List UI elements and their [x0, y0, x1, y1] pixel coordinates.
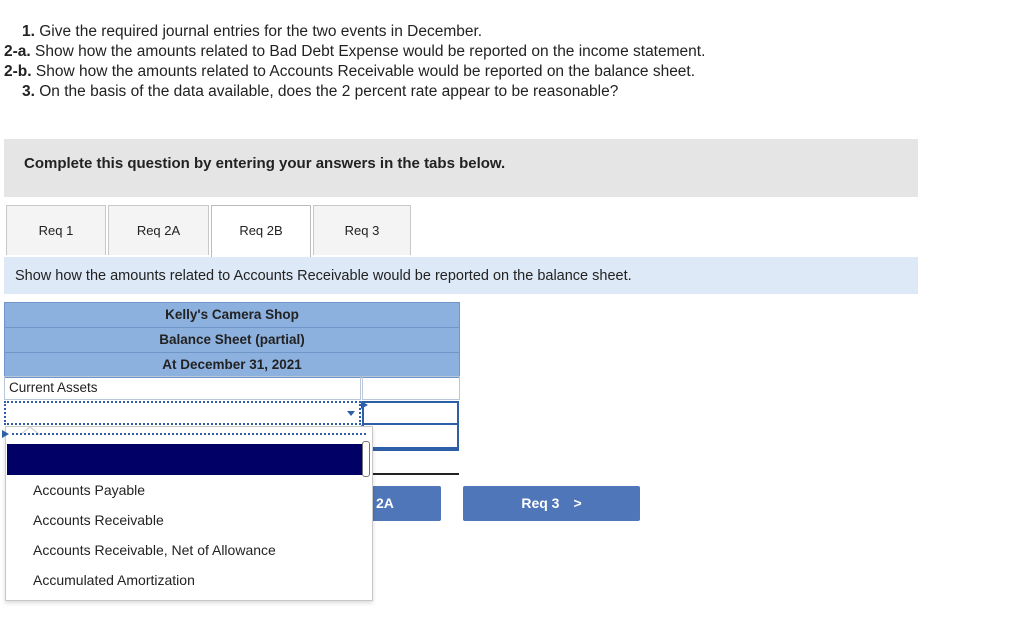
dropdown-option[interactable]: Accounts Receivable, Net of Allowance — [33, 542, 276, 558]
section-row — [4, 376, 460, 400]
balance-sheet — [4, 302, 460, 378]
question-1: 1. Give the required journal entries for the two events in December. — [22, 23, 483, 40]
dropdown-option-highlighted[interactable] — [7, 444, 363, 475]
tab-req-1[interactable]: Req 1 — [6, 205, 106, 255]
amount-input-2[interactable] — [362, 425, 459, 449]
question-list — [0, 22, 1000, 102]
chevron-down-icon[interactable] — [344, 403, 358, 423]
question-2a: 2-a. Show how the amounts related to Bad Debt Expense would be reported on the income statement. — [4, 43, 706, 60]
section-label: Current Assets — [4, 376, 361, 400]
statement-date: At December 31, 2021 — [4, 352, 460, 378]
statement-title: Balance Sheet (partial) — [4, 327, 460, 352]
dropdown-option[interactable]: Accounts Payable — [33, 482, 146, 498]
dropdown-dotted-rule — [12, 433, 366, 435]
amount-total[interactable] — [372, 449, 459, 475]
section-value-cell — [362, 376, 460, 400]
question-3: 3. On the basis of the data available, does the 2 percent rate appear to be reasonable? — [22, 83, 619, 100]
account-select[interactable] — [4, 401, 361, 425]
question-2b: 2-b. Show how the amounts related to Accounts Receivable would be reported on the balance sheet. — [4, 63, 696, 80]
prompt-bar — [4, 257, 918, 294]
dropdown-option[interactable]: Accumulated Amortization — [33, 572, 195, 588]
next-button-label: Req 3 — [521, 495, 560, 511]
instruction-banner — [4, 139, 918, 197]
next-button[interactable] — [463, 486, 640, 521]
tab-req-3[interactable]: Req 3 — [313, 205, 411, 255]
company-name: Kelly's Camera Shop — [4, 302, 460, 327]
instruction-text: Complete this question by entering your answers in the tabs below. — [24, 155, 506, 172]
account-dropdown — [5, 426, 373, 601]
tab-req-2b[interactable]: Req 2B — [211, 205, 311, 257]
prompt-text: Show how the amounts related to Accounts Receivable would be reported on the balance sheet. — [15, 268, 632, 284]
cell-marker-icon — [2, 430, 10, 440]
chevron-right-icon: > — [573, 495, 582, 511]
prev-button-label: 2A — [376, 495, 394, 511]
amount-input-1[interactable] — [362, 401, 459, 425]
dropdown-option[interactable]: Accounts Receivable — [33, 512, 164, 528]
dropdown-scrollbar[interactable] — [362, 441, 370, 477]
tab-req-2a[interactable]: Req 2A — [108, 205, 209, 255]
